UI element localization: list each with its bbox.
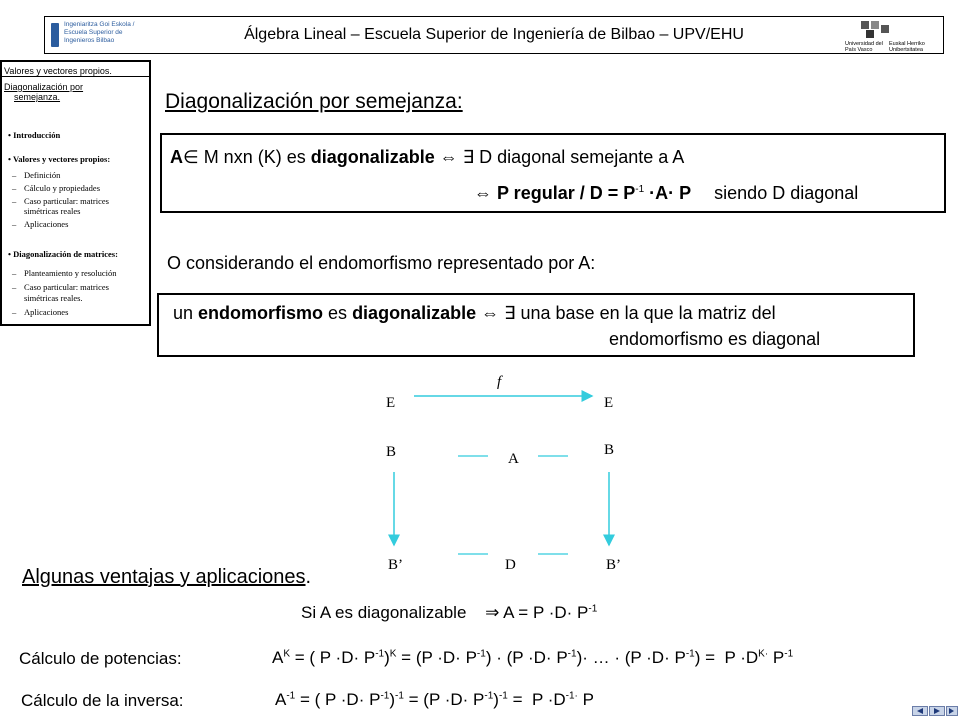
exp-minus-one: -1 [588,603,598,615]
if-b: A = P ·D· P [499,603,589,622]
considering-text: O considerando el endomorfismo representado por A: [167,253,596,273]
upv-ehu-logo [845,19,937,53]
diagram-f: f [497,374,502,390]
right-arrow-icon [933,708,941,714]
iff-icon: ⇔ [439,147,458,167]
endo-e: una base en la que la matriz del [515,303,776,323]
diagram-B-right: B [604,442,615,458]
sidebar-item-label: Aplicaciones [24,307,69,317]
exp-minus-one: -1 [484,690,494,702]
left-arrow-icon [916,708,924,714]
endo-line-2: endomorfismo es diagonal [609,329,821,349]
sidebar-section-intro[interactable]: • Introducción [8,130,61,140]
inverse-formula: $A^{-1}$ = ( $P \cdot D\cdot P^{-1})^{-1} = (P \cdot D\cdot P^{-1})^{-1} = P \cdot D^{-1\cdot}$ P [275,690,594,709]
def-end: D diagonal semejante a A [474,147,685,167]
sidebar-item-label: Cálculo y propiedades [24,183,101,193]
sidebar-item[interactable]: – Planteamiento y resolución [12,268,117,278]
diagram-Bp-right: B’ [606,557,621,573]
sidebar-item-label: Definición [24,170,61,180]
diagram-B-left: B [386,444,397,460]
commutative-diagram [370,365,640,580]
endo-b: endomorfismo [198,303,324,323]
endo-line-1 [173,303,776,324]
sidebar-subheading-2: semejanza. [14,92,61,102]
endomorphism-box [157,293,915,357]
advantages-title-dot: . [305,566,312,588]
diagram-A: A [508,451,519,467]
def-bold: diagonalizable [310,147,435,167]
next-slide-button[interactable] [929,706,945,716]
page-title: Diagonalización por semejanza: [165,90,463,113]
sidebar-heading[interactable]: Valores y vectores propios. [2,66,149,77]
sidebar-item-continued: simétricas reales. [24,293,83,303]
exp-minus-one: -1 [395,690,404,702]
exp-minus-one: -1 [635,184,645,195]
if-diagonalizable-line [301,603,597,623]
logo-left-text: Ingeniaritza Goi Eskola / Escuela Superior de Ingenieros Bilbao [64,21,135,44]
diagram-D: D [505,557,516,573]
powers-formula: $A^K$ = ( $P \cdot D\cdot P^{-1})^K = (P \cdot D\cdot P^{-1}) \cdot (P \cdot D\cdot P^{-1})\cdot$ … · $(P \cdot D\cdot P^{-1}) = P \cdot D^{K\cdot}$ $P^{-1}$ [272,648,794,667]
end-arrow-icon [949,708,955,714]
diagram-E-right: E [604,395,614,411]
exists-icon: ∃ [504,303,516,323]
diagram-E-left: E [386,395,396,411]
iff-icon: ⇔ [481,303,500,323]
def2-end: siendo D diagonal [714,183,859,203]
slide-header [44,16,944,54]
advantages-title [22,566,311,589]
sidebar-section-diag-label: Diagonalización de matrices: [13,249,118,259]
iff-icon: ⇔ [474,183,492,203]
exp-minus-one: -1 [286,690,296,702]
endo-c: es [323,303,353,323]
exp-minus-one: -1 [375,648,385,660]
definition-line-2 [474,183,858,204]
implies-icon: ⇒ [485,603,500,622]
endo-a: un [173,303,199,323]
powers-label: Cálculo de potencias: [19,649,182,668]
diagram-Bp-left: B’ [388,557,403,573]
upv-emblem-icon [859,19,899,39]
sidebar-section-diag[interactable]: • Diagonalización de matrices: [8,249,118,259]
advantages-title-text: Algunas ventajas y aplicaciones [22,566,306,588]
exists-icon: ∃ [462,147,475,167]
sidebar-item-label: Caso particular: matrices [24,282,109,292]
sidebar-section-intro-label: Introducción [13,130,61,140]
endo-d: diagonalizable [352,303,477,323]
exp-minus-one: -1 [685,648,695,660]
sidebar-current-topic[interactable] [2,82,83,102]
exp-minus-one: -1 [784,648,794,660]
sidebar-item-label: Aplicaciones [24,219,69,229]
sidebar-item[interactable]: – Caso particular: matrices [12,282,109,292]
sidebar-item[interactable]: – Aplicaciones [12,219,69,229]
end-slide-button[interactable] [946,706,958,716]
def2-bold2: ·A· P [644,183,692,203]
sidebar-subheading-1: Diagonalización por [4,82,84,92]
exp-minus-one: -1 [567,648,577,660]
definition-box [160,133,946,213]
logo-right-text-1: Universidad del País Vasco [845,41,883,53]
exp-minus-one: -1 [498,690,508,702]
logo-right-text-2: Euskal Herriko Unibertsitatea [889,41,925,53]
sidebar-item[interactable]: – Definición [12,170,61,180]
sidebar-item[interactable]: – Aplicaciones [12,307,69,317]
def-A: A [170,147,183,167]
sidebar-outline [0,60,151,326]
sidebar-item[interactable]: – Cálculo y propiedades [12,183,101,193]
exp-minus-one: -1 [380,690,390,702]
inverse-label: Cálculo de la inversa: [21,691,184,710]
element-of-icon: ∈ [183,147,199,167]
sidebar-item-label: Caso particular: matrices [24,196,109,206]
def-mid: M nxn (K) es [198,147,311,167]
def2-bold: P regular / D = P [492,183,636,203]
header-title: Álgebra Lineal – Escuela Superior de Ingeniería de Bilbao – UPV/EHU [244,26,744,43]
if-a: Si A es diagonalizable [301,603,467,622]
definition-line-1 [170,147,684,168]
sidebar-item-continued: simétricas reales [24,206,81,216]
sidebar-section-eigen-label: Valores y vectores propios: [12,154,111,164]
prev-slide-button[interactable] [912,706,928,716]
exp-minus-one: -1 [476,648,486,660]
sidebar-item[interactable]: – Caso particular: matrices [12,196,109,206]
sidebar-item-label: Planteamiento y resolución [24,268,117,278]
sidebar-section-eigen[interactable]: • Valores y vectores propios: [8,154,111,164]
